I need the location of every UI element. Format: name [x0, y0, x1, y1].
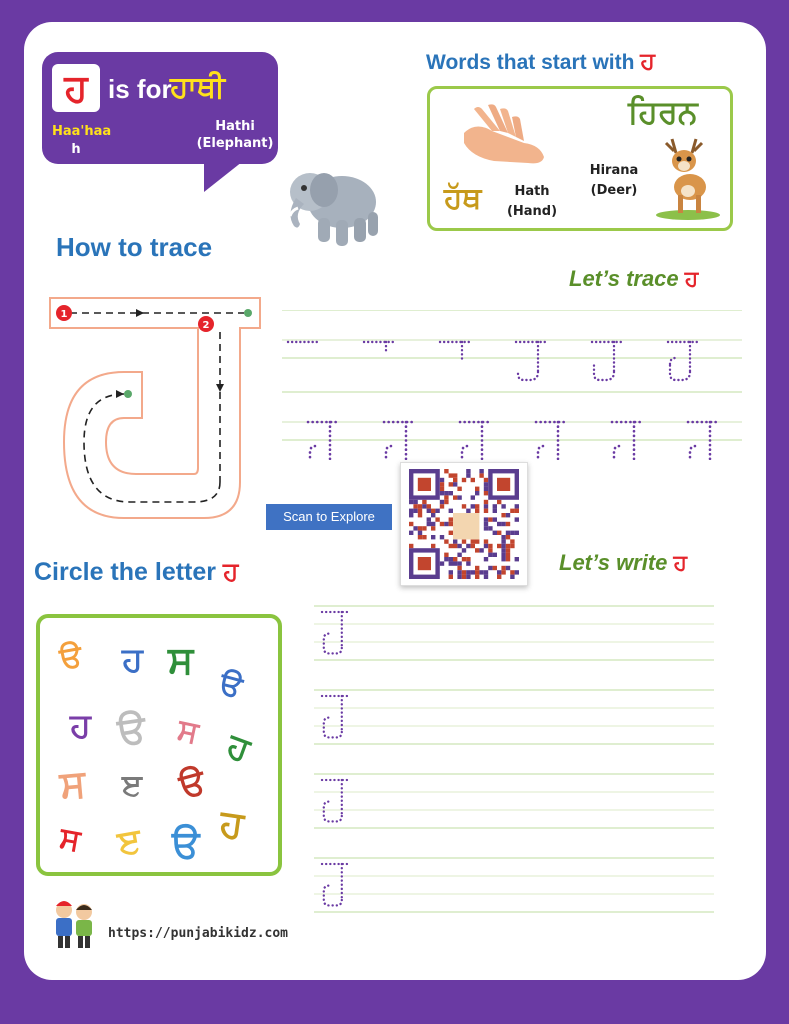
lets-trace-text: Let’s trace — [569, 266, 679, 291]
hand-translit: Hath — [514, 184, 550, 199]
deer-translit: Hirana — [589, 163, 639, 178]
dotted-letter — [308, 422, 338, 460]
hand-word — [504, 182, 560, 222]
circle-letter-item[interactable]: ਹ — [221, 725, 256, 771]
deer-english: (Deer) — [590, 183, 638, 198]
partial-trace-letter — [440, 342, 470, 362]
circle-letter-item[interactable]: ਸ — [58, 760, 88, 808]
words-heading-letter: ਹ — [640, 48, 656, 75]
trace-step-1: 1 — [60, 309, 68, 320]
lets-trace-heading — [569, 266, 698, 292]
dotted-letter — [612, 422, 642, 460]
circle-letter-item[interactable]: ਹ — [122, 640, 143, 680]
circle-letter-box — [36, 614, 282, 876]
dotted-letter — [322, 780, 349, 821]
dotted-letter — [322, 612, 349, 653]
circle-letter-item[interactable]: ਸ — [174, 712, 202, 751]
title-word-translit — [190, 118, 280, 152]
letter-name: Haa'haa — [52, 124, 112, 139]
partial-trace-letter — [668, 342, 698, 380]
words-heading — [426, 48, 655, 76]
circle-letter-item[interactable]: ਸ — [168, 638, 194, 682]
kids-logo-icon — [46, 896, 102, 952]
hand-english: (Hand) — [506, 204, 558, 219]
title-is-for: is for — [108, 74, 172, 104]
lets-write-text: Let’s write — [559, 550, 668, 575]
how-to-trace-heading: How to trace — [56, 232, 213, 262]
qr-code[interactable] — [400, 462, 528, 586]
website-link[interactable]: https://punjabikidz.com — [108, 926, 289, 941]
words-box — [427, 86, 733, 231]
circle-letter-item[interactable]: ਹ — [217, 800, 247, 848]
word-translit: Hathi — [215, 119, 255, 134]
dotted-letter — [384, 422, 414, 460]
lets-trace-letter: ਹ — [684, 266, 699, 291]
trace-guide — [44, 292, 274, 522]
bubble-tail — [204, 154, 252, 192]
dotted-letter — [322, 696, 349, 737]
write-practice-area — [314, 598, 714, 918]
partial-trace-letter — [364, 342, 394, 352]
letter-sound: h — [71, 142, 81, 157]
deer-word — [582, 161, 646, 201]
word-english: (Elephant) — [196, 136, 274, 151]
circle-letter-item[interactable]: ੳ — [175, 761, 210, 807]
circle-letter-item[interactable]: ੳ — [115, 706, 149, 754]
lets-write-heading — [559, 550, 687, 576]
qr-code-icon — [401, 463, 527, 585]
circle-letter-heading — [34, 558, 238, 587]
circle-heading-text: Circle the letter — [34, 558, 217, 586]
title-letter: ਹ — [52, 64, 100, 112]
circle-letter-item[interactable]: ੲ — [114, 820, 144, 864]
qr-center-logo — [453, 513, 479, 539]
circle-letter-item[interactable]: ਸ — [57, 820, 83, 859]
circle-letter-item[interactable]: ੳ — [172, 822, 200, 866]
circle-letter-item[interactable]: ੳ — [215, 665, 246, 706]
trace-practice-area — [282, 310, 742, 460]
deer-image — [652, 135, 722, 221]
hand-image — [454, 103, 550, 169]
elephant-image — [280, 160, 392, 252]
dotted-letter — [460, 422, 490, 460]
title-bubble — [42, 52, 278, 164]
dotted-letter — [536, 422, 566, 460]
deer-word-punjabi: ਹਿਰਨ — [628, 93, 698, 131]
circle-letter-item[interactable]: ੳ — [57, 638, 85, 677]
scan-to-explore-button[interactable]: Scan to Explore — [266, 504, 392, 530]
partial-trace-letter — [592, 342, 622, 380]
lets-write-letter: ਹ — [673, 550, 688, 575]
circle-letter-item[interactable]: ਹ — [70, 706, 91, 746]
dotted-letter — [322, 864, 349, 905]
partial-trace-letter — [516, 342, 546, 380]
circle-heading-letter: ਹ — [222, 558, 239, 586]
words-heading-text: Words that start with — [426, 51, 635, 74]
title-word-punjabi: ਹਾਥੀ — [170, 70, 226, 105]
circle-letter-item[interactable]: ੲ — [122, 768, 142, 803]
hand-word-punjabi: ਹੱਥ — [444, 181, 482, 216]
worksheet — [24, 22, 766, 980]
dotted-letter — [688, 422, 718, 460]
trace-step-2: 2 — [202, 320, 210, 331]
